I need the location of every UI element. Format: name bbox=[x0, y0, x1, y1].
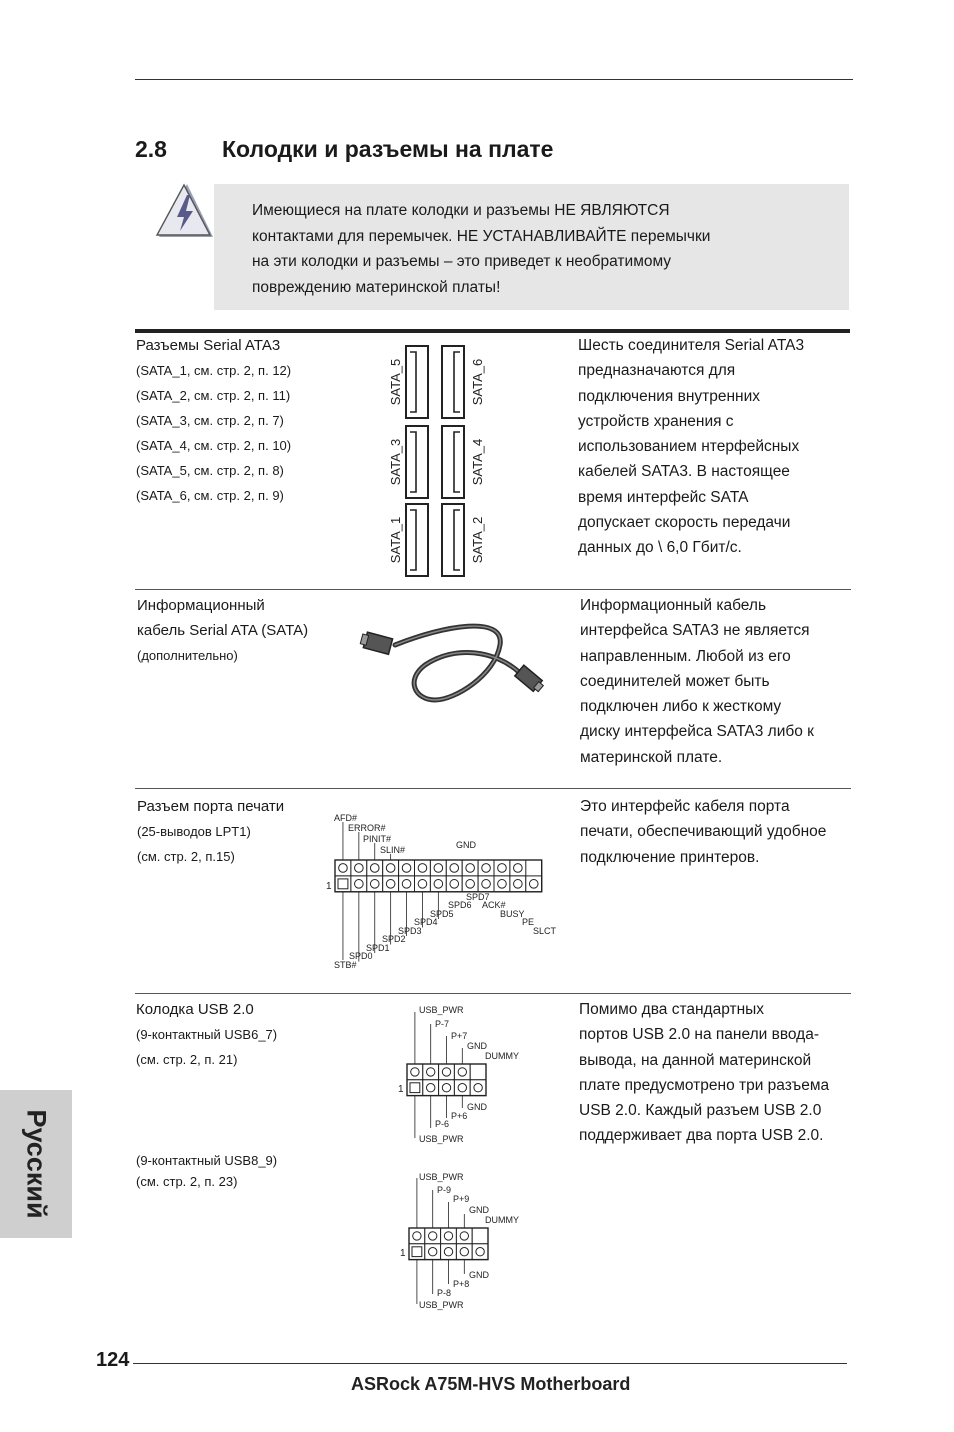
sata-port bbox=[442, 504, 464, 576]
usb-pin-cell bbox=[423, 1064, 439, 1080]
warning-text bbox=[252, 198, 832, 300]
lpt-pin-cell bbox=[367, 860, 383, 876]
sata-ref: (SATA_3, см. стр. 2, п. 7) bbox=[136, 413, 284, 428]
lpt-pin-label: SPD4 bbox=[414, 917, 438, 927]
cable-desc-line: подключен либо к жесткому bbox=[580, 698, 782, 716]
warning-line: контактами для перемычек. НЕ УСТАНАВЛИВАЙТЕ перемычки bbox=[252, 227, 711, 245]
usb-pin-label: DUMMY bbox=[485, 1051, 519, 1061]
sata-connectors-diagram bbox=[380, 340, 500, 580]
usb-sub: (см. стр. 2, п. 21) bbox=[136, 1052, 238, 1067]
usb-pin-label: P-7 bbox=[435, 1019, 450, 1029]
lpt-pin-label: ERROR# bbox=[348, 823, 386, 833]
cable-label-block bbox=[137, 593, 308, 668]
usb-pin-cell bbox=[472, 1228, 488, 1244]
usb-pin-cell bbox=[439, 1080, 455, 1096]
usb-label-block bbox=[136, 997, 277, 1072]
lpt-pin-label: SLIN# bbox=[380, 845, 406, 855]
sata-desc-line: устройств хранения с bbox=[578, 412, 734, 430]
sata-label: Разъемы Serial ATA3 bbox=[136, 337, 281, 354]
sata-port-label: SATA_4 bbox=[470, 438, 485, 486]
lpt-pin-label: SPD7 bbox=[466, 892, 490, 902]
usb-pin-label: USB_PWR bbox=[419, 1005, 464, 1015]
warning-line: на эти колодки и разъемы – это приведет к необратимому bbox=[252, 253, 672, 270]
usb-pin-label: GND bbox=[469, 1205, 489, 1215]
sata-port bbox=[406, 426, 428, 498]
divider bbox=[135, 589, 851, 590]
sata-ref: (SATA_6, см. стр. 2, п. 9) bbox=[136, 488, 284, 503]
lpt-description bbox=[580, 794, 860, 870]
usb-pin-grid bbox=[409, 1178, 488, 1304]
usb-pin-cell bbox=[407, 1064, 423, 1080]
lpt-label: Разъем порта печати bbox=[137, 798, 285, 815]
lpt-pin-label: SLCT bbox=[533, 926, 557, 936]
lpt-pin-label: SPD1 bbox=[366, 943, 390, 953]
cable-desc-line: направленным. Любой из его bbox=[580, 647, 791, 665]
sata-label-block bbox=[136, 333, 291, 508]
usb-pin-label: P+6 bbox=[451, 1111, 468, 1121]
usb-pin-cell bbox=[409, 1244, 425, 1260]
sata-ref: (SATA_2, см. стр. 2, п. 11) bbox=[136, 388, 291, 403]
lpt-pin-label: SPD0 bbox=[349, 951, 373, 961]
lpt-pin-cell bbox=[430, 876, 446, 892]
usb-sub: (см. стр. 2, п. 23) bbox=[136, 1174, 238, 1189]
usb-label: Колодка USB 2.0 bbox=[136, 1001, 254, 1018]
lpt-desc-line: печати, обеспечивающий удобное bbox=[580, 823, 827, 841]
cable-sub: (дополнительно) bbox=[137, 648, 238, 663]
usb-sub: (9-контактный USB8_9) bbox=[136, 1153, 278, 1168]
usb-pin-label: USB_PWR bbox=[419, 1134, 464, 1144]
usb-desc-line: поддерживает два порта USB 2.0. bbox=[579, 1127, 824, 1145]
sata-ref: (SATA_4, см. стр. 2, п. 10) bbox=[136, 438, 292, 453]
cable-label: Информационный bbox=[137, 597, 265, 614]
top-rule bbox=[135, 79, 853, 80]
sata-port bbox=[442, 346, 464, 418]
usb-desc-line: портов USB 2.0 на панели ввода- bbox=[579, 1026, 819, 1044]
usb-pin-label: P+7 bbox=[451, 1031, 468, 1041]
lpt-pin-grid bbox=[335, 860, 542, 892]
usb-sub: (9-контактный USB6_7) bbox=[136, 1027, 278, 1042]
lpt-pin-label: SPD5 bbox=[430, 909, 454, 919]
usb-desc-line: Помимо два стандартных bbox=[579, 1001, 765, 1018]
lpt-pin-cell bbox=[446, 876, 462, 892]
section-title: Колодки и разъемы на плате bbox=[222, 136, 554, 162]
lpt-label-block bbox=[137, 794, 284, 869]
sata-port bbox=[406, 504, 428, 576]
divider bbox=[135, 993, 851, 994]
sata-port-label: SATA_2 bbox=[470, 516, 485, 564]
lpt-header-diagram bbox=[322, 808, 562, 976]
lpt-pin-cell bbox=[510, 860, 526, 876]
lpt-pin-cell bbox=[383, 860, 399, 876]
lpt-pin-label: STB# bbox=[334, 960, 357, 970]
usb-pin-cell bbox=[441, 1244, 457, 1260]
usb-pin-cell bbox=[470, 1080, 486, 1096]
sata-desc-line: время интерфейс SATA bbox=[578, 488, 749, 506]
usb-pin-label: GND bbox=[467, 1102, 487, 1112]
sata-desc-line: использованием нтерфейсных bbox=[578, 438, 800, 456]
sata-desc-line: допускает скорость передачи bbox=[578, 514, 791, 532]
usb-pin-label: P-6 bbox=[435, 1119, 450, 1129]
usb-pin-label: P-8 bbox=[437, 1288, 452, 1298]
usb-pin-cell bbox=[470, 1064, 486, 1080]
lpt-pin-cell bbox=[335, 860, 351, 876]
cable-desc-line: диску интерфейса SATA3 либо к bbox=[580, 723, 814, 741]
usb-pin-label: P+9 bbox=[453, 1194, 470, 1204]
lpt-pin-cell bbox=[510, 876, 526, 892]
page-number: 124 bbox=[96, 1349, 130, 1371]
sata-ref: (SATA_5, см. стр. 2, п. 8) bbox=[136, 463, 284, 478]
lpt-pin-cell bbox=[478, 876, 494, 892]
warning-icon bbox=[153, 181, 215, 241]
sata-port-label: SATA_1 bbox=[388, 516, 403, 564]
warning-line: повреждению материнской платы! bbox=[252, 278, 501, 296]
sata-desc-line: кабелей SATA3. В настоящее bbox=[578, 463, 790, 481]
sata-port bbox=[442, 426, 464, 498]
usb-desc-line: вывода, на данной материнской bbox=[579, 1051, 812, 1069]
lpt-pin-label: GND bbox=[456, 840, 476, 850]
usb-pin-cell bbox=[456, 1228, 472, 1244]
usb-header-diagram-2 bbox=[397, 1168, 537, 1314]
usb-pin-label: DUMMY bbox=[485, 1215, 519, 1225]
lpt-sub: (25-выводов LPT1) bbox=[137, 824, 251, 839]
usb-pin-cell bbox=[472, 1244, 488, 1260]
sata-desc-line: подключения внутренних bbox=[578, 387, 761, 405]
lpt-pin-cell bbox=[351, 876, 367, 892]
sata-description bbox=[578, 333, 853, 561]
lpt-pin-label: SPD6 bbox=[448, 900, 472, 910]
lpt-pin-cell bbox=[399, 876, 415, 892]
usb-pin-cell bbox=[425, 1228, 441, 1244]
usb-pin-cell bbox=[454, 1080, 470, 1096]
language-side-tab-label: Русский bbox=[21, 1109, 52, 1219]
cable-label: кабель Serial ATA (SATA) bbox=[137, 622, 309, 639]
sata-desc-line: предназначаются для bbox=[578, 362, 736, 380]
sata-desc-line: Шесть соединителя Serial ATA3 bbox=[578, 337, 805, 354]
lpt-pin-cell bbox=[415, 860, 431, 876]
usb-pin-cell bbox=[425, 1244, 441, 1260]
sata-port bbox=[406, 346, 428, 418]
usb-pin-label: USB_PWR bbox=[419, 1300, 464, 1310]
usb-pin-label: USB_PWR bbox=[419, 1172, 464, 1182]
lpt-pin-label: PINIT# bbox=[363, 834, 392, 844]
lpt-pin-cell bbox=[526, 876, 542, 892]
lpt-pin-cell bbox=[462, 860, 478, 876]
usb-pin-cell bbox=[439, 1064, 455, 1080]
lpt-pin-label: AFD# bbox=[334, 813, 358, 823]
lpt-pin-cell bbox=[494, 876, 510, 892]
lpt-pin-cell bbox=[335, 876, 351, 892]
usb-pin-one-marker: 1 bbox=[400, 1248, 406, 1259]
lpt-pin-cell bbox=[399, 860, 415, 876]
lpt-pin-label: PE bbox=[522, 917, 535, 927]
usb-pin-label: P-9 bbox=[437, 1185, 452, 1195]
lpt-pin-cell bbox=[478, 860, 494, 876]
cable-desc-line: интерфейса SATA3 не является bbox=[580, 622, 810, 640]
usb-description bbox=[579, 997, 859, 1149]
warning-line: Имеющиеся на плате колодки и разъемы НЕ ЯВЛЯЮТСЯ bbox=[252, 202, 670, 219]
lpt-pin-cell bbox=[415, 876, 431, 892]
lpt-pin-cell bbox=[367, 876, 383, 892]
usb-pin-cell bbox=[454, 1064, 470, 1080]
divider bbox=[135, 788, 851, 789]
footer-text: ASRock A75M-HVS Motherboard bbox=[351, 1374, 631, 1394]
usb-pin-cell bbox=[423, 1080, 439, 1096]
lpt-pin-cell bbox=[430, 860, 446, 876]
usb-pin-one-marker: 1 bbox=[398, 1084, 404, 1095]
sata-cable-image bbox=[355, 605, 555, 715]
usb-pin-label: P+8 bbox=[453, 1279, 470, 1289]
lpt-pin-cell bbox=[494, 860, 510, 876]
usb-desc-line: плате предусмотрено три разъема bbox=[579, 1076, 830, 1094]
lpt-pin-cell bbox=[351, 860, 367, 876]
lpt-desc-line: Это интерфейс кабеля порта bbox=[580, 798, 790, 815]
cable-desc-line: Информационный кабель bbox=[580, 597, 767, 614]
section-number: 2.8 bbox=[135, 136, 167, 162]
sata-ref: (SATA_1, см. стр. 2, п. 12) bbox=[136, 363, 292, 378]
usb-pin-label: GND bbox=[469, 1270, 489, 1280]
usb-header-diagram-1 bbox=[395, 1002, 535, 1148]
footer-rule bbox=[133, 1363, 847, 1364]
usb-label-block-2 bbox=[136, 1148, 277, 1194]
lpt-pin-label: BUSY bbox=[500, 909, 525, 919]
cable-description bbox=[580, 593, 855, 770]
usb-pin-cell bbox=[409, 1228, 425, 1244]
usb-pin-cell bbox=[407, 1080, 423, 1096]
usb-pin-label: GND bbox=[467, 1041, 487, 1051]
cable-connector bbox=[515, 665, 545, 694]
lpt-pin-one-marker: 1 bbox=[326, 881, 332, 892]
lpt-pin-label: ACK# bbox=[482, 900, 506, 910]
sata-desc-line: данных до \ 6,0 Гбит/с. bbox=[578, 539, 742, 557]
lpt-pin-cell bbox=[446, 860, 462, 876]
usb-pin-cell bbox=[441, 1228, 457, 1244]
lpt-pin-cell bbox=[462, 876, 478, 892]
usb-pin-cell bbox=[456, 1244, 472, 1260]
lpt-desc-line: подключение принтеров. bbox=[580, 848, 760, 866]
sata-port-label: SATA_5 bbox=[388, 358, 403, 406]
cable-desc-line: материнской плате. bbox=[580, 748, 723, 766]
lpt-sub: (см. стр. 2, п.15) bbox=[137, 849, 235, 864]
sata-port-label: SATA_3 bbox=[388, 438, 403, 486]
lpt-pin-cell bbox=[383, 876, 399, 892]
cable-connector bbox=[359, 631, 392, 654]
lpt-pin-label: SPD2 bbox=[382, 934, 406, 944]
sata-port-label: SATA_6 bbox=[470, 358, 485, 406]
usb-desc-line: USB 2.0. Каждый разъем USB 2.0 bbox=[579, 1102, 822, 1120]
lpt-pin-label: SPD3 bbox=[398, 926, 422, 936]
cable-desc-line: соединителей может быть bbox=[580, 672, 770, 690]
